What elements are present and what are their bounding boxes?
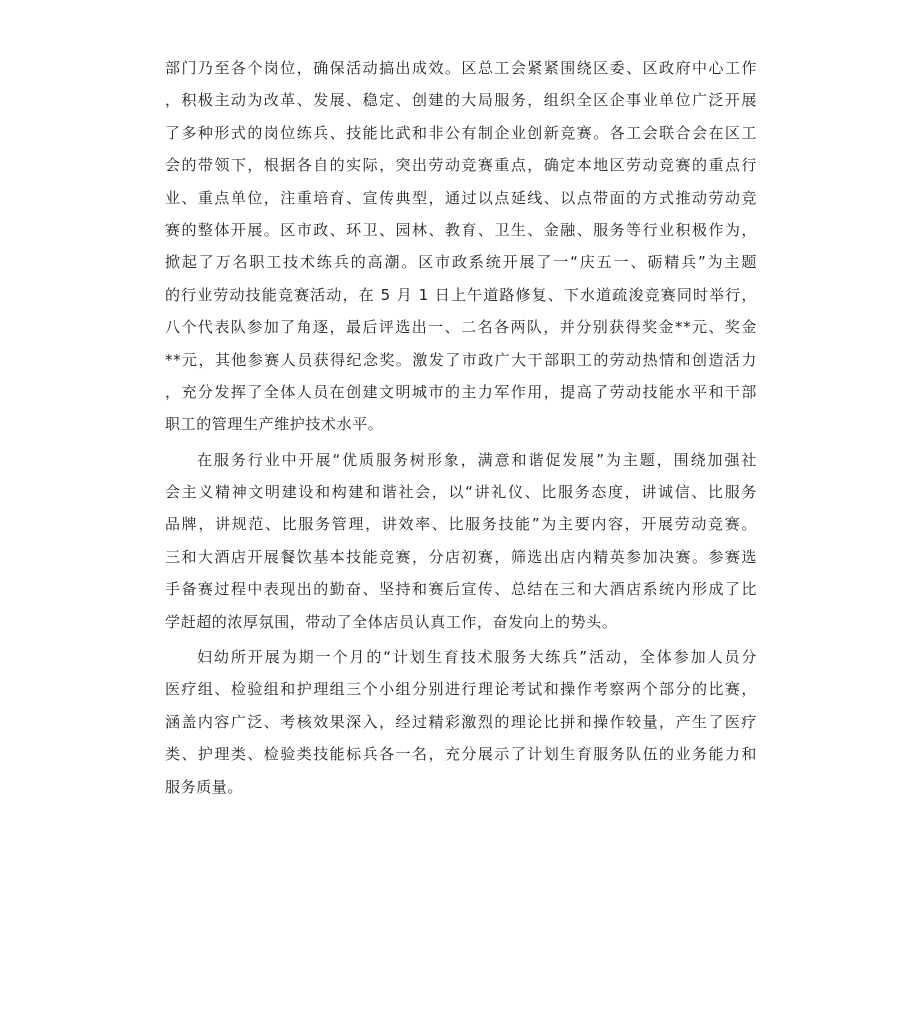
text-line: 手备赛过程中表现出的勤奋、坚持和赛后宣传、总结在三和大酒店系统内形成了比 [165,580,757,599]
text-line: 了多种形式的岗位练兵、技能比武和非公有制企业创新竞赛。各工会联合会在区工 [165,123,757,142]
text-line: 八个代表队参加了角逐，最后评选出一、二名各两队，并分别获得奖金**元、奖金 [165,318,757,337]
text-line: 掀起了万名职工技术练兵的高潮。区市政系统开展了一“庆五一、砺精兵”为主题 [165,253,757,272]
text-line: 会主义精神文明建设和构建和谐社会，以“讲礼仪、比服务态度，讲诚信、比服务 [165,483,757,502]
text-line: **元，其他参赛人员获得纪念奖。激发了市政广大干部职工的劳动热情和创造活力 [165,350,757,369]
text-line: 品牌，讲规范、比服务管理，讲效率、比服务技能”为主要内容，开展劳动竞赛。 [165,515,757,534]
paragraph-2 [165,444,757,638]
text-line: 的行业劳动技能竞赛活动，在 5 月 1 日上午道路修复、下水道疏浚竞赛同时举行， [165,285,757,304]
text-line: 学赶超的浓厚氛围，带动了全体店员认真工作，奋发向上的势头。 [165,612,618,631]
text-line: 妇幼所开展为期一个月的“计划生育技术服务大练兵”活动，全体参加人员分 [197,648,757,667]
text-line: 会的带领下，根据各自的实际，突出劳动竞赛重点，确定本地区劳动竞赛的重点行 [165,156,757,175]
text-line: 服务质量。 [165,777,244,796]
text-line: 在服务行业中开展“优质服务树形象，满意和谐促发展”为主题，围绕加强社 [197,450,757,469]
document-body [165,52,757,806]
text-line: 赛的整体开展。区市政、环卫、园林、教育、卫生、金融、服务等行业积极作为， [165,220,757,239]
paragraph-1 [165,52,757,441]
text-line: ，积极主动为改革、发展、稳定、创建的大局服务，组织全区企事业单位广泛开展 [165,91,757,110]
text-line: 部门乃至各个岗位，确保活动搞出成效。区总工会紧紧围绕区委、区政府中心工作 [165,59,757,77]
text-line: 职工的管理生产维护技术水平。 [165,415,384,434]
text-line: ，充分发挥了全体人员在创建文明城市的主力军作用，提高了劳动技能水平和干部 [165,382,757,401]
text-line: 医疗组、检验组和护理组三个小组分别进行理论考试和操作考察两个部分的比赛， [165,680,757,699]
text-line: 三和大酒店开展餐饮基本技能竞赛，分店初赛，筛选出店内精英参加决赛。参赛选 [165,547,757,566]
text-line: 类、护理类、检验类技能标兵各一名，充分展示了计划生育服务队伍的业务能力和 [165,745,757,764]
text-line: 涵盖内容广泛、考核效果深入，经过精彩激烈的理论比拼和操作较量，产生了医疗 [165,712,757,731]
paragraph-3 [165,641,757,803]
text-line: 业、重点单位，注重培育、宣传典型，通过以点延线、以点带面的方式推动劳动竞 [165,188,757,207]
